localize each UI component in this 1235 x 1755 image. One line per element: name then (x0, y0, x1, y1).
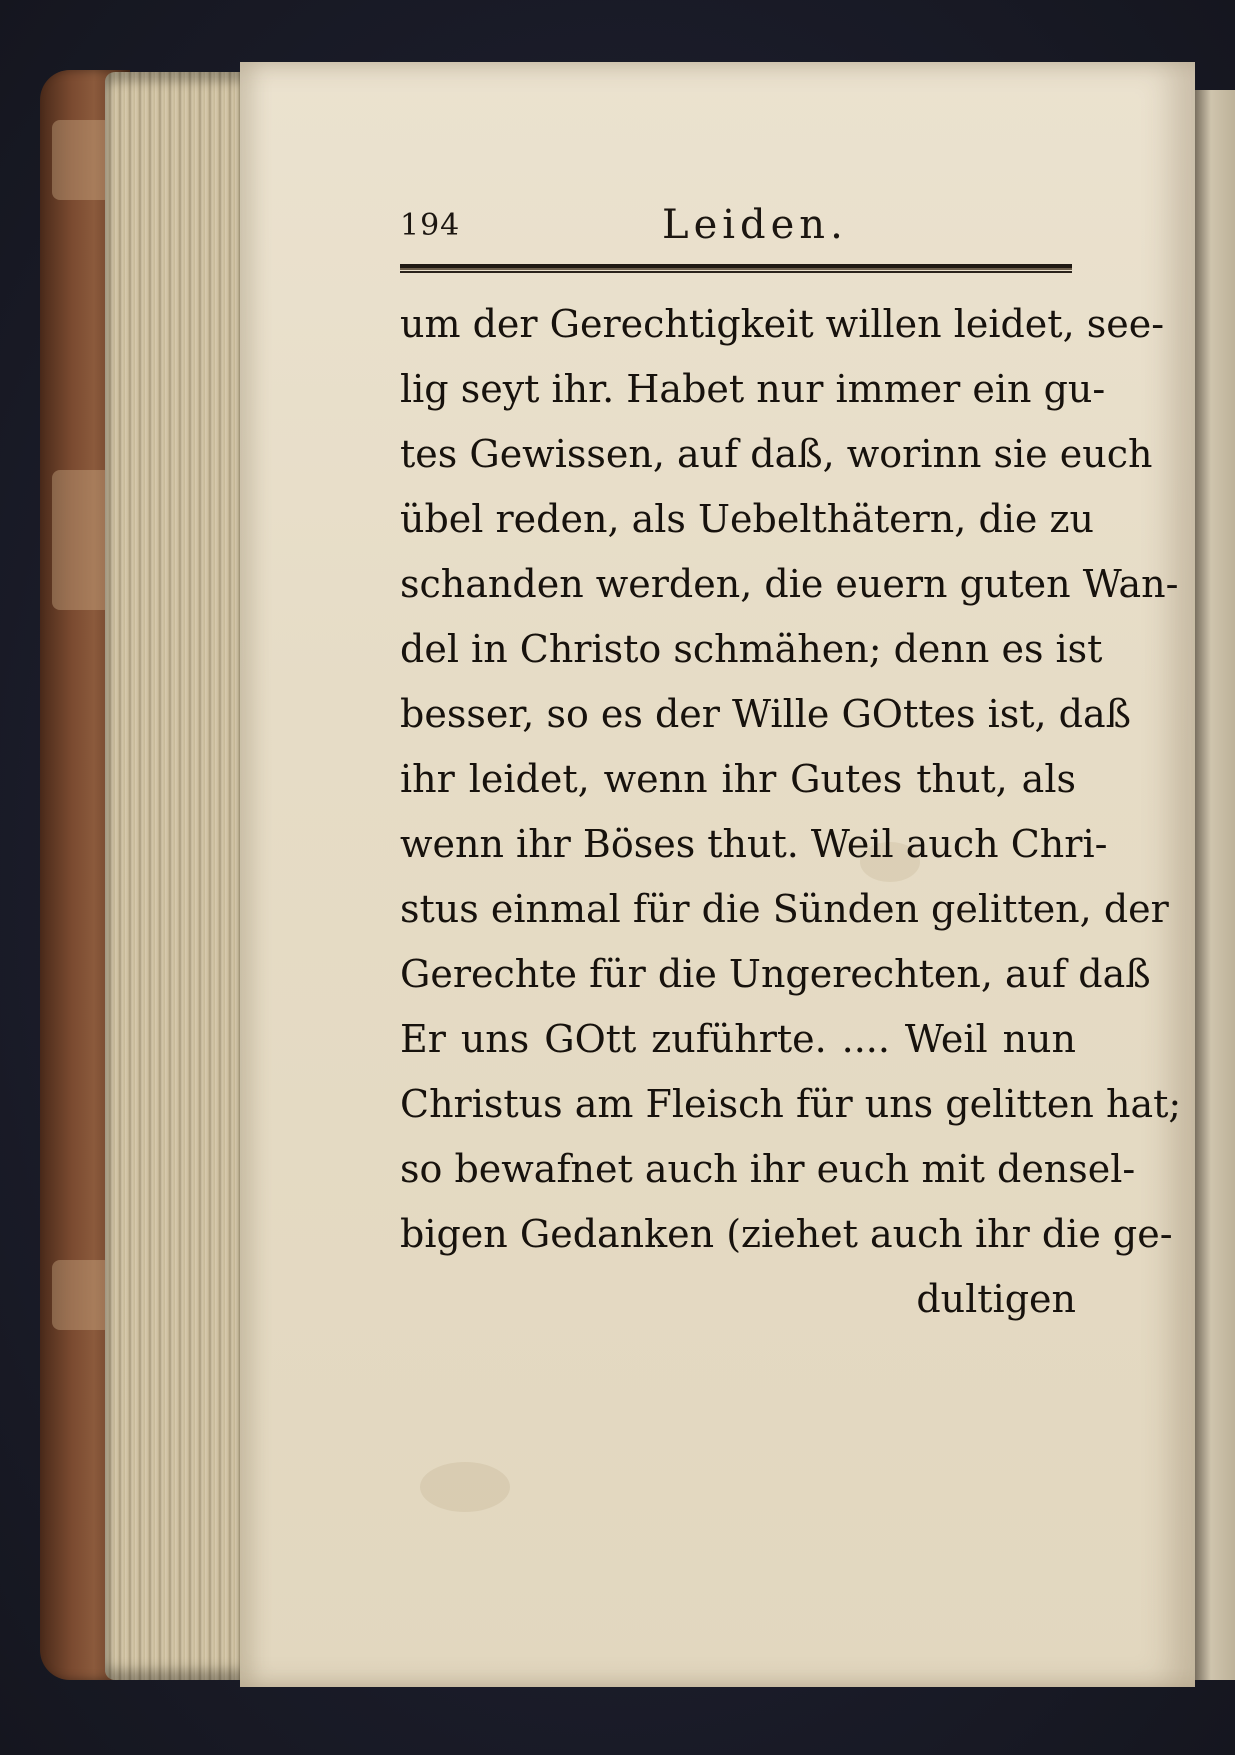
text-line: Christus am Fleisch für uns gelitten hat; (400, 1082, 1182, 1126)
header-rule (400, 264, 1072, 270)
header-rule-secondary (400, 271, 1072, 273)
cover-wear-mark (52, 120, 112, 200)
body-text (400, 292, 1182, 1332)
cover-wear-mark (52, 470, 112, 610)
text-line: bigen Gedanken (ziehet auch ihr die ge- (400, 1212, 1173, 1256)
catchword: dultigen (916, 1277, 1076, 1321)
cover-wear-mark (52, 1260, 112, 1330)
running-head-title: Leiden. (662, 202, 848, 248)
text-line: ihr leidet, wenn ihr Gutes thut, als (400, 757, 1076, 801)
page-number: 194 (400, 208, 461, 243)
text-line: besser, so es der Wille GOttes ist, daß (400, 692, 1132, 736)
text-line: übel reden, als Uebelthätern, die zu (400, 497, 1094, 541)
running-head (400, 202, 1072, 262)
text-line: stus einmal für die Sünden gelitten, der (400, 887, 1169, 931)
text-line: so bewafnet auch ihr euch mit densel- (400, 1147, 1136, 1191)
foxing-spot (420, 1462, 510, 1512)
text-line: Er uns GOtt zuführte. .... Weil nun (400, 1017, 1076, 1061)
text-line: del in Christo schmähen; denn es ist (400, 627, 1103, 671)
text-line: schanden werden, die euern guten Wan- (400, 562, 1179, 606)
text-line: tes Gewissen, auf daß, worinn sie euch (400, 432, 1153, 476)
text-line: Gerechte für die Ungerechten, auf daß (400, 952, 1151, 996)
facing-page-edge (1195, 90, 1235, 1680)
text-line: wenn ihr Böses thut. Weil auch Chri- (400, 822, 1108, 866)
page-edge-stack (105, 72, 245, 1680)
text-line: lig seyt ihr. Habet nur immer ein gu- (400, 367, 1106, 411)
text-line: um der Gerechtigkeit willen leidet, see- (400, 302, 1165, 346)
